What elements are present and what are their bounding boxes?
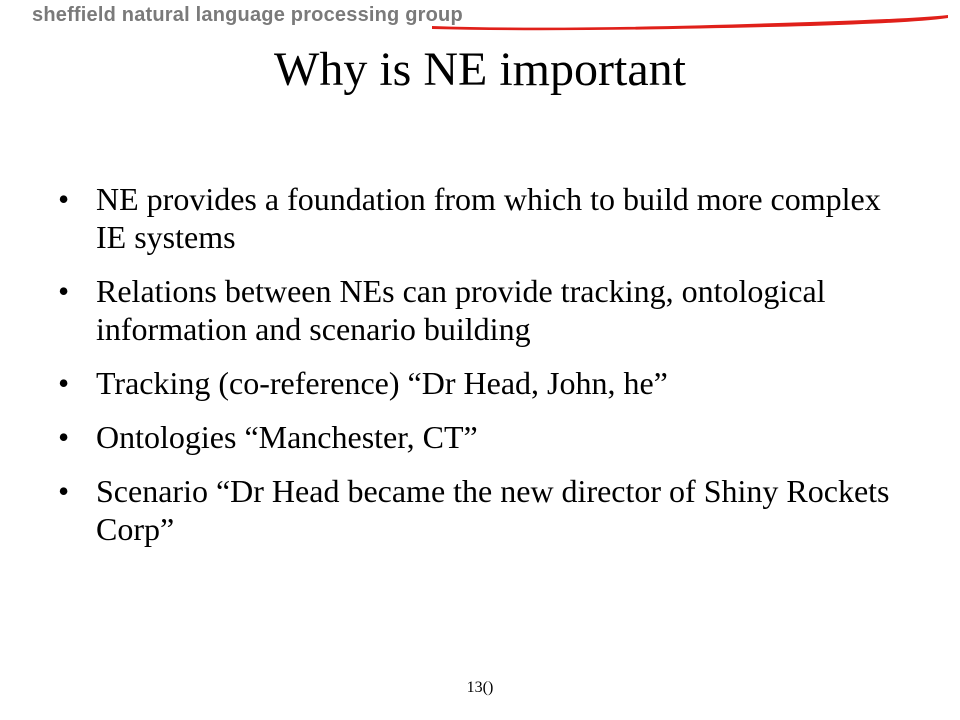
bullet-dot-icon: • (58, 473, 70, 509)
swoosh-stroke (432, 15, 948, 30)
bullet-text: Relations between NEs can provide tracking, ontological information and scenario building (96, 273, 826, 347)
header-swoosh (430, 6, 950, 34)
bullet-dot-icon: • (58, 365, 70, 401)
bullet-item (58, 272, 918, 348)
bullet-dot-icon: • (58, 419, 70, 455)
bullet-text: Tracking (co-reference) “Dr Head, John, he” (96, 365, 668, 401)
bullet-item (58, 472, 918, 548)
bullet-dot-icon: • (58, 273, 70, 309)
bullet-dot-icon: • (58, 181, 70, 217)
header-brand-text: sheffield natural language processing group (32, 4, 463, 26)
bullet-text: Ontologies “Manchester, CT” (96, 419, 478, 455)
bullet-item (58, 418, 918, 456)
bullet-item (58, 364, 918, 402)
bullet-text: NE provides a foundation from which to build more complex IE systems (96, 181, 881, 255)
slide-title: Why is NE important (274, 43, 686, 96)
bullet-text: Scenario “Dr Head became the new director of Shiny Rockets Corp” (96, 473, 890, 547)
bullet-list (58, 180, 918, 564)
bullet-item (58, 180, 918, 256)
slide-number: 13() (466, 679, 494, 696)
